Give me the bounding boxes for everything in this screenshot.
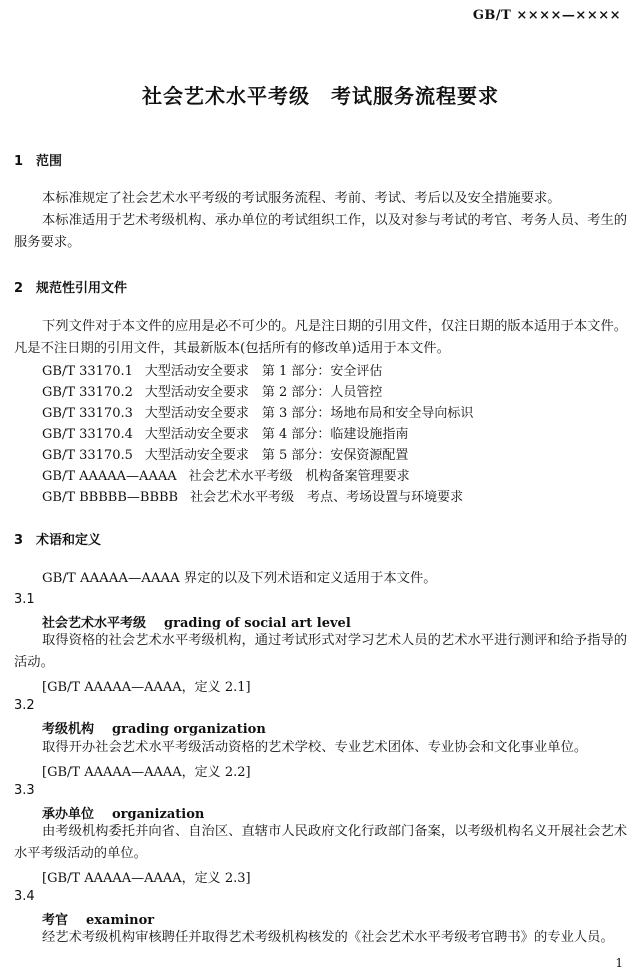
term-zh: 承办单位	[42, 807, 95, 822]
term-en: examinor	[86, 913, 155, 928]
term-heading	[42, 803, 204, 822]
reference-item	[42, 402, 473, 421]
term-number: 3.4	[14, 889, 35, 904]
reference-item	[42, 465, 410, 484]
term-en: grading of social art level	[164, 616, 351, 631]
paragraph: 本标准适用于艺术考级机构、承办单位的考试组织工作，以及对参与考试的考官、考务人员、考生的服务要求。	[14, 213, 628, 250]
term-heading	[42, 612, 351, 631]
section-number: 1	[14, 154, 24, 169]
section-title: 术语和定义	[36, 533, 102, 548]
reference-code: GB/T 33170.2	[42, 385, 133, 400]
reference-item	[42, 444, 408, 463]
term-number: 3.2	[14, 698, 35, 713]
reference-code: GB/T 33170.4	[42, 427, 133, 442]
term-zh: 考官	[42, 913, 69, 928]
section-number: 3	[14, 533, 24, 548]
term-heading	[42, 909, 154, 928]
reference-item	[42, 423, 408, 442]
paragraph: 本标准规定了社会艺术水平考级的考试服务流程、考前、考试、考后以及安全措施要求。	[42, 191, 561, 206]
term-number: 3.1	[14, 592, 35, 607]
section-title: 范围	[36, 154, 63, 169]
term-definition: 经艺术考级机构审核聘任并取得艺术考级机构核发的《社会艺术水平考级考官聘书》的专业人员。	[42, 930, 614, 945]
term-definition: 取得开办社会艺术水平考级活动资格的艺术学校、专业艺术团体、专业协会和文化事业单位。	[42, 740, 588, 755]
term-source: [GB/T AAAAA—AAAA，定义 2.2]	[42, 765, 251, 780]
page-number: 1	[615, 956, 623, 970]
reference-code: GB/T BBBBB—BBBB	[42, 490, 179, 505]
paragraph: 下列文件对于本文件的应用是必不可少的。凡是注日期的引用文件，仅注日期的版本适用于本文件。凡是不注日期的引用文件，其最新版本(包括所有的修改单)适用于本文件。	[14, 319, 628, 356]
reference-code: GB/T 33170.5	[42, 448, 133, 463]
reference-code: GB/T AAAAA—AAAA	[42, 469, 177, 484]
reference-title: 社会艺术水平考级 机构备案管理要求	[188, 469, 410, 484]
reference-item	[42, 381, 382, 400]
reference-title: 大型活动安全要求 第 4 部分：临建设施指南	[144, 427, 409, 442]
term-definition: 取得资格的社会艺术水平考级机构，通过考试形式对学习艺术人员的艺术水平进行测评和给予指导的活动。	[14, 633, 628, 670]
reference-title: 大型活动安全要求 第 2 部分：人员管控	[144, 385, 383, 400]
term-source: [GB/T AAAAA—AAAA，定义 2.3]	[42, 871, 251, 886]
reference-code: GB/T 33170.1	[42, 364, 133, 379]
document-title: 社会艺术水平考级 考试服务流程要求	[142, 84, 499, 108]
section-number: 2	[14, 281, 24, 296]
reference-item	[42, 486, 463, 505]
section-heading-normative-references	[14, 277, 127, 296]
term-definition: 由考级机构委托并向省、自治区、直辖市人民政府文化行政部门备案，以考级机构名义开展社会艺术水平考级活动的单位。	[14, 824, 628, 861]
standard-code: GB/T ××××—××××	[472, 8, 621, 23]
reference-item	[42, 360, 382, 379]
paragraph: GB/T AAAAA—AAAA 界定的以及下列术语和定义适用于本文件。	[42, 571, 437, 586]
term-en: organization	[112, 807, 205, 822]
term-en: grading organization	[112, 722, 266, 737]
reference-title: 大型活动安全要求 第 3 部分：场地布局和安全导向标识	[144, 406, 474, 421]
reference-title: 大型活动安全要求 第 5 部分：安保资源配置	[144, 448, 409, 463]
section-title: 规范性引用文件	[36, 281, 128, 296]
term-zh: 考级机构	[42, 722, 95, 737]
term-zh: 社会艺术水平考级	[42, 616, 147, 631]
term-heading	[42, 718, 266, 737]
term-source: [GB/T AAAAA—AAAA，定义 2.1]	[42, 680, 251, 695]
reference-title: 社会艺术水平考级 考点、考场设置与环境要求	[190, 490, 464, 505]
reference-code: GB/T 33170.3	[42, 406, 133, 421]
reference-title: 大型活动安全要求 第 1 部分：安全评估	[144, 364, 383, 379]
section-heading-scope	[14, 150, 62, 169]
section-heading-terms-definitions	[14, 529, 101, 548]
term-number: 3.3	[14, 783, 35, 798]
